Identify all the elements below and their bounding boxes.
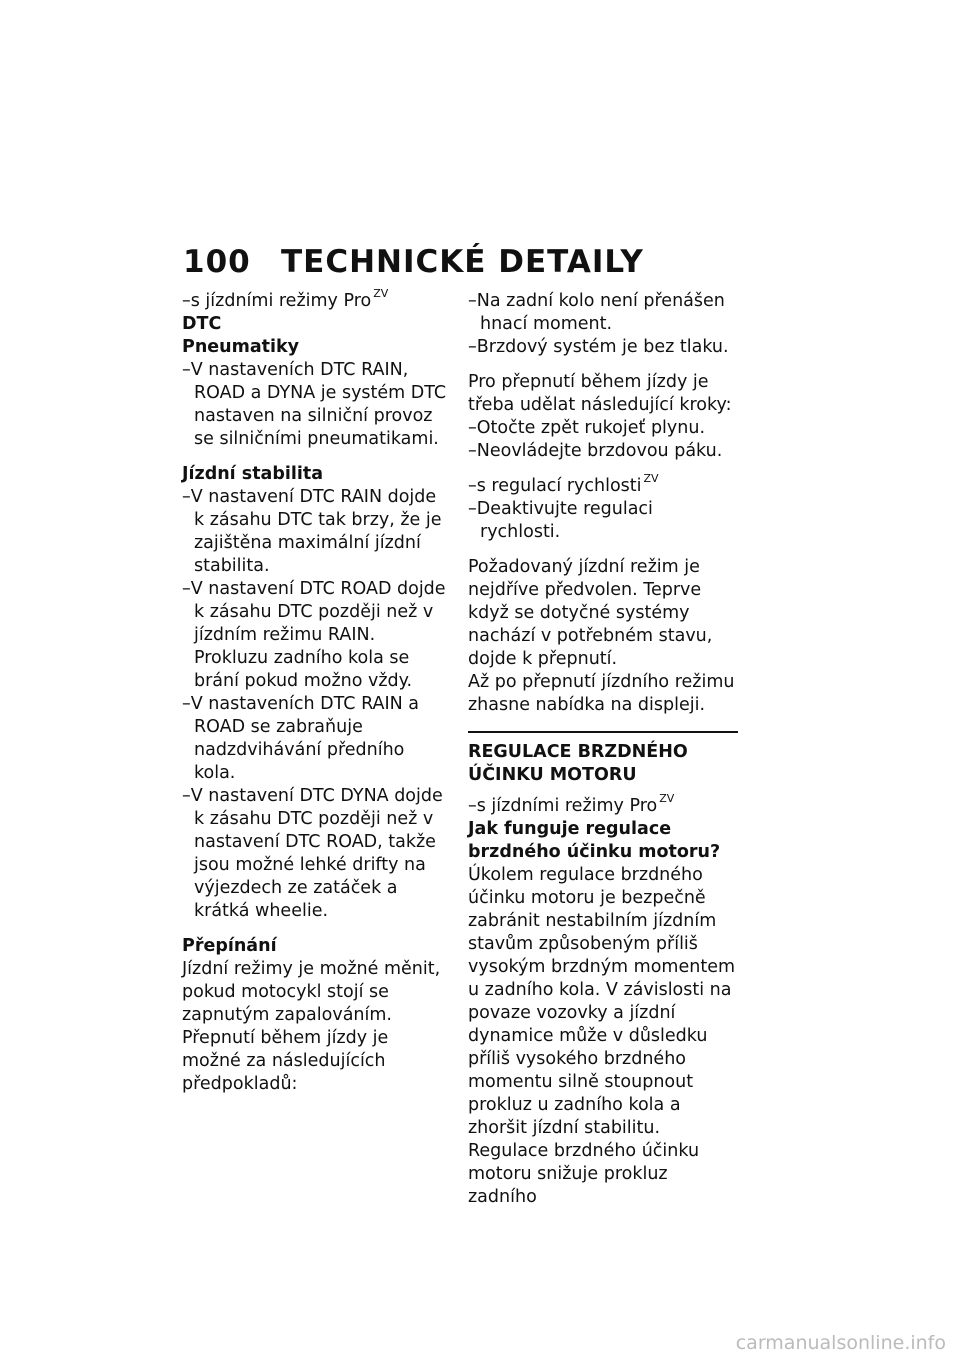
conditions-list <box>468 290 738 359</box>
cruise-note: –s regulací rychlosti $^{ZV}$ <box>468 472 659 496</box>
preselect-text: Požadovaný jízdní režim je nejdříve předvolen. Teprve když se dotyčné systémy nachází v potřebném stavu, dojde k přepnutí. <box>468 557 713 669</box>
page-title: TECHNICKÉ DETAILY <box>281 244 644 280</box>
dtc-heading: DTC <box>182 314 222 334</box>
mode-note: –s jízdními režimy Pro $^{ZV}$ <box>182 287 389 311</box>
list-item: –V nastavení DTC DYNA dojde k zásahu DTC později než v nastavení DTC ROAD, takže jsou možné lehké drifty na výjezdech ze zatáček a krátká wheelie. <box>182 786 443 921</box>
optional-equipment-mark: ZV <box>373 287 389 301</box>
mode-note: –s jízdními režimy Pro $^{ZV}$ <box>468 792 675 816</box>
optional-equipment-mark: ZV <box>659 792 675 806</box>
list-item: –Otočte zpět rukojeť plynu. <box>468 418 706 438</box>
tires-heading: Pneumatiky <box>182 337 300 357</box>
riding-switch-list <box>468 417 738 463</box>
list-item: –V nastavení DTC RAIN dojde k zásahu DTC tak brzy, že je zajištěna maximální jízdní stabilita. <box>182 487 442 576</box>
list-item: –Deaktivujte regulaci rychlosti. <box>468 499 653 542</box>
tires-list <box>182 359 450 451</box>
section-title: REGULACE BRZDNÉHO ÚČINKU MOTORU <box>468 742 688 785</box>
stability-list <box>182 486 450 923</box>
stability-heading: Jízdní stabilita <box>182 464 324 484</box>
watermark: carmanualsonline.info <box>735 1332 946 1354</box>
cruise-list <box>468 498 738 544</box>
switching-text: Jízdní režimy je možné měnit, pokud motocykl stojí se zapnutým zapalováním. Přepnutí během jízdy je možné za následujících předpokladů: <box>182 959 441 1094</box>
riding-switch-text: Pro přepnutí během jízdy je třeba udělat následující kroky: <box>468 372 732 415</box>
page-number: 100 <box>183 244 251 280</box>
list-item: –V nastaveních DTC RAIN a ROAD se zabraňuje nadzdvihávání předního kola. <box>182 694 420 783</box>
switching-heading: Přepínání <box>182 936 277 956</box>
left-column <box>182 287 450 1108</box>
how-text: Úkolem regulace brzdného účinku motoru je bezpečně zabránit nestabilním jízdním stavům způsobeným příliš vysokým brzdným momentem u zadního kola. V závislosti na povaze vozovky a jízdní dynamice může v důsledku příliš vysokého brzdného momentu silně stoupnout prokluz u zadního kola a zhoršit jízdní stabilitu. Regulace brzdného účinku motoru snižuje prokluz zadního <box>468 865 736 1207</box>
page-header <box>183 244 644 280</box>
list-item: –Neovládejte brzdovou páku. <box>468 441 723 461</box>
list-item: –Brzdový systém je bez tlaku. <box>468 337 729 357</box>
list-item: –V nastavení DTC ROAD dojde k zásahu DTC později než v jízdním režimu RAIN. Prokluzu zadního kola se brání pokud možno vždy. <box>182 579 446 691</box>
list-item: –V nastaveních DTC RAIN, ROAD a DYNA je systém DTC nastaven na silniční provoz se silničními pneumatikami. <box>182 360 447 449</box>
list-item: –Na zadní kolo není přenášen hnací moment. <box>468 291 725 334</box>
after-switch-text: Až po přepnutí jízdního režimu zhasne nabídka na displeji. <box>468 672 735 715</box>
right-column <box>468 290 738 1221</box>
how-heading: Jak funguje regulace brzdného účinku motoru? <box>468 819 721 862</box>
section-divider <box>468 731 738 733</box>
optional-equipment-mark: ZV <box>643 472 659 486</box>
